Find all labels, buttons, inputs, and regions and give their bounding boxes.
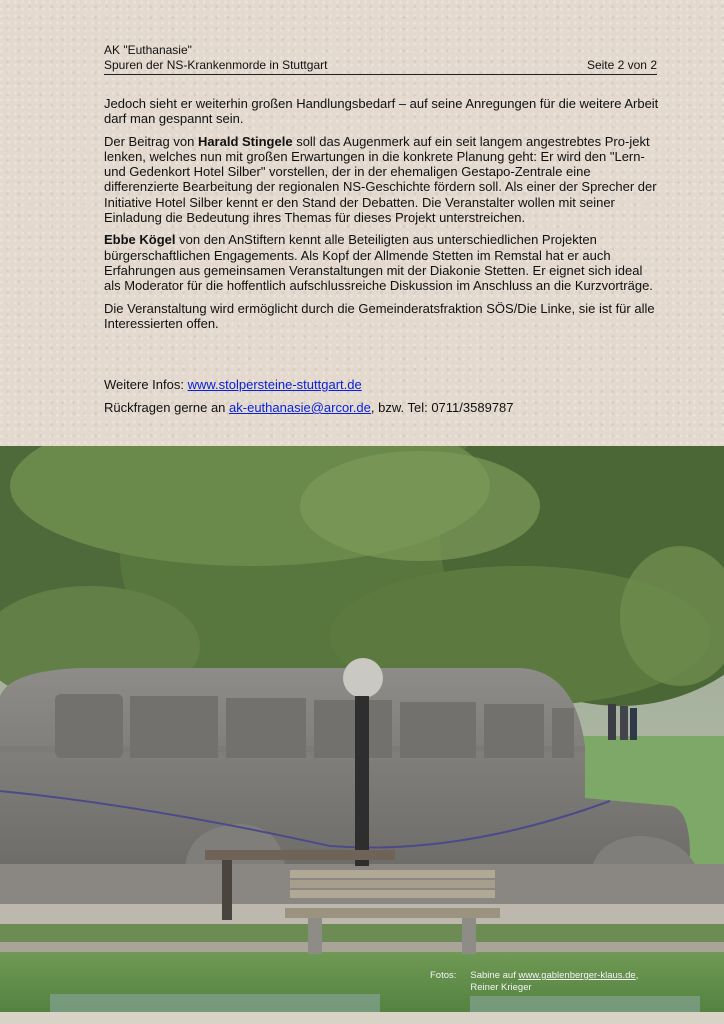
- p2-text: soll das Augenmerk auf ein seit langem angestrebtes Pro-jekt lenken, welches nun mit großen Erwartungen in die konkrete Planung geht: Er wird den "Lern- und Gedenkort Hotel Silber" vorstellen, der in der ehemaligen Gestapo-Zentrale eine differenzierte Bearbeitung der regionalen NS-Geschichte fördern soll. Als einer der Sprecher der Initiative Hotel Silber kennt er den Stand der Debatten. Die Veranstalter wollen mit seiner Einladung die Bedeutung ihres Themas für dieses Projekt unterstreichen.: [104, 133, 657, 226]
- more-info-label: Weitere Infos:: [104, 377, 188, 392]
- more-info-line: [104, 377, 660, 392]
- contact-label: Rückfragen gerne an: [104, 400, 230, 415]
- caption-credit-2: Reiner Krieger: [470, 982, 532, 993]
- page-number: Seite 2 von 2: [586, 58, 657, 72]
- p3-text: von den AnStiftern kennt alle Beteiligten aus unterschiedlichen Projekten bürgerschaftlichen Engagements. Als Kopf der Allmende Stetten im Remstal hat er auch Erfahrungen aus gemeinsamen Veranstaltungen mit der Diakonie Stetten. Er eignet sich ideal als Moderator für die hoffentlich aufschlussreiche Diskussion im Anschluss an die Kurzvorträge.: [104, 232, 653, 294]
- p2-intro: Der Beitrag von: [104, 133, 198, 149]
- header-subtitle: Spuren der NS-Krankenmorde in Stuttgart: [104, 58, 328, 72]
- paragraph-2: [104, 134, 660, 226]
- paragraph-1: Jedoch sieht er weiterhin großen Handlungsbedarf – auf seine Anregungen für die weitere Arbeit darf man gespannt sein.: [104, 96, 659, 127]
- header-org: AK "Euthanasie": [104, 43, 192, 57]
- paragraph-4: Die Veranstaltung wird ermöglicht durch die Gemeinderatsfraktion SÖS/Die Linke, sie ist für alle Interessierten offen.: [104, 300, 655, 331]
- caption-comma: ,: [635, 970, 639, 981]
- caption-credit-1: Sabine auf: [470, 970, 519, 981]
- contact-phone: , bzw. Tel: 0711/3589787: [370, 400, 514, 415]
- website-link[interactable]: www.stolpersteine-stuttgart.de: [187, 377, 362, 392]
- email-link[interactable]: ak-euthanasie@arcor.de: [229, 400, 371, 415]
- body-text: [104, 96, 660, 338]
- page-header: [104, 43, 657, 75]
- memorial-bus-photo: [0, 446, 724, 1024]
- caption-link[interactable]: www.gablenberger-klaus.de: [518, 970, 636, 981]
- photo-caption: [430, 970, 638, 994]
- moderator-name-koegel: Ebbe Kögel: [104, 232, 176, 248]
- caption-label: Fotos:: [430, 970, 457, 981]
- paragraph-3: [104, 232, 660, 293]
- speaker-name-stingele: Harald Stingele: [197, 133, 293, 149]
- contact-line: [104, 400, 660, 415]
